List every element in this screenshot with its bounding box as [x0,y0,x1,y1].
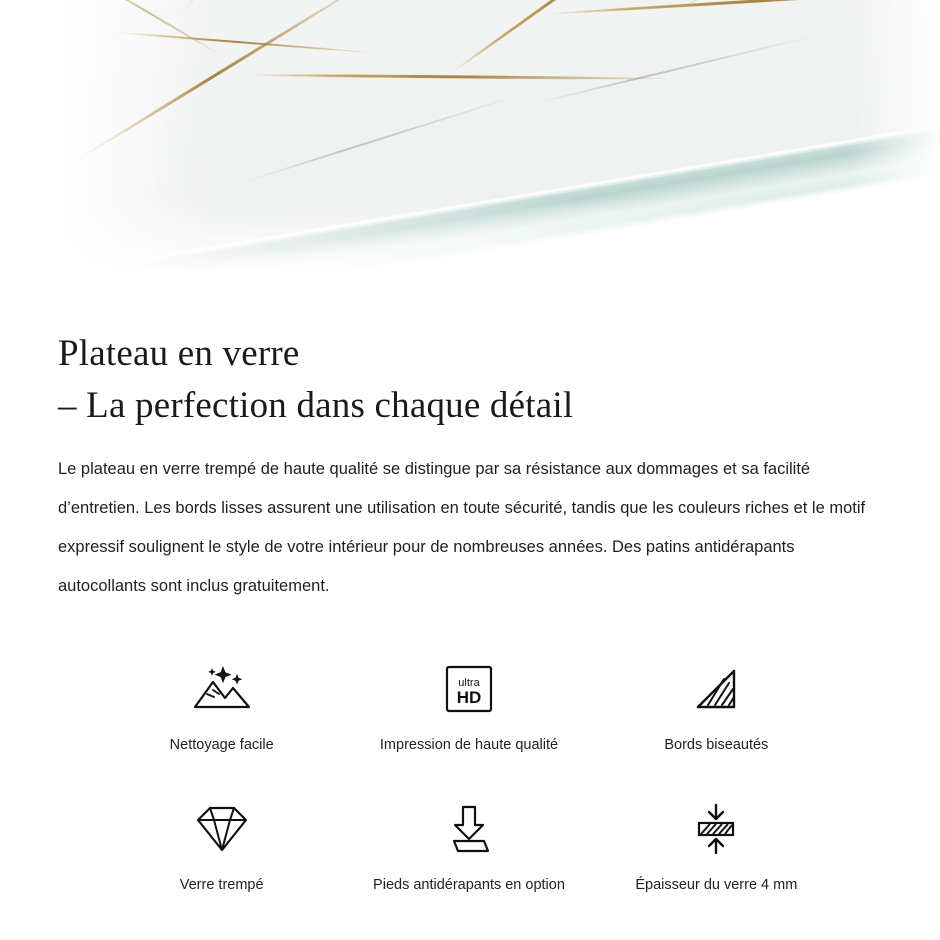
feature-item-tempered-glass [98,798,345,894]
hero-bottom-fade [0,198,940,318]
grey-vein [522,35,814,107]
page-title [58,328,880,432]
diamond-icon [98,798,345,860]
ultra-hd-icon [345,658,592,720]
sparkling-surface-icon [98,658,345,720]
feature-item-glass-thickness [593,798,840,894]
feature-item-print-quality [345,658,592,754]
content-block [0,318,940,894]
grey-vein [232,94,519,186]
product-description-text: Le plateau en verre trempé de haute qualité se distingue par sa résistance aux dommages et sa facilité d’entretien. Les bords lisses assurent une utilisation en toute sécurité, tandis que les couleurs riches et le motif expressif soulignent le style de votre intérieur pour de nombreuses années. Des patins antidérapants autocollants sont inclus gratuitement. [58,460,866,595]
beveled-edge-icon [593,658,840,720]
feature-label: Verre trempé [179,877,264,893]
page-title-line-1: Plateau en verre [58,333,300,374]
feature-grid [58,658,880,894]
feature-item-anti-slip-feet [345,798,592,894]
ultra-hd-badge-bottom: HD [456,688,482,707]
feature-item-beveled-edges [593,658,840,754]
feature-label: Bords biseautés [664,737,769,753]
feature-label: Nettoyage facile [169,737,274,753]
feature-label: Pieds antidérapants en option [373,877,565,893]
ultra-hd-badge-top: ultra [458,677,480,689]
hero-product-image [0,0,940,318]
page-title-line-2: – La perfection dans chaque détail [58,385,574,426]
feature-label: Impression de haute qualité [379,737,559,753]
feature-item-easy-cleaning [98,658,345,754]
thickness-arrows-icon [593,798,840,860]
gold-vein [246,74,666,81]
anti-slip-foot-arrow-icon [345,798,592,860]
feature-label: Épaisseur du verre 4 mm [635,877,798,893]
